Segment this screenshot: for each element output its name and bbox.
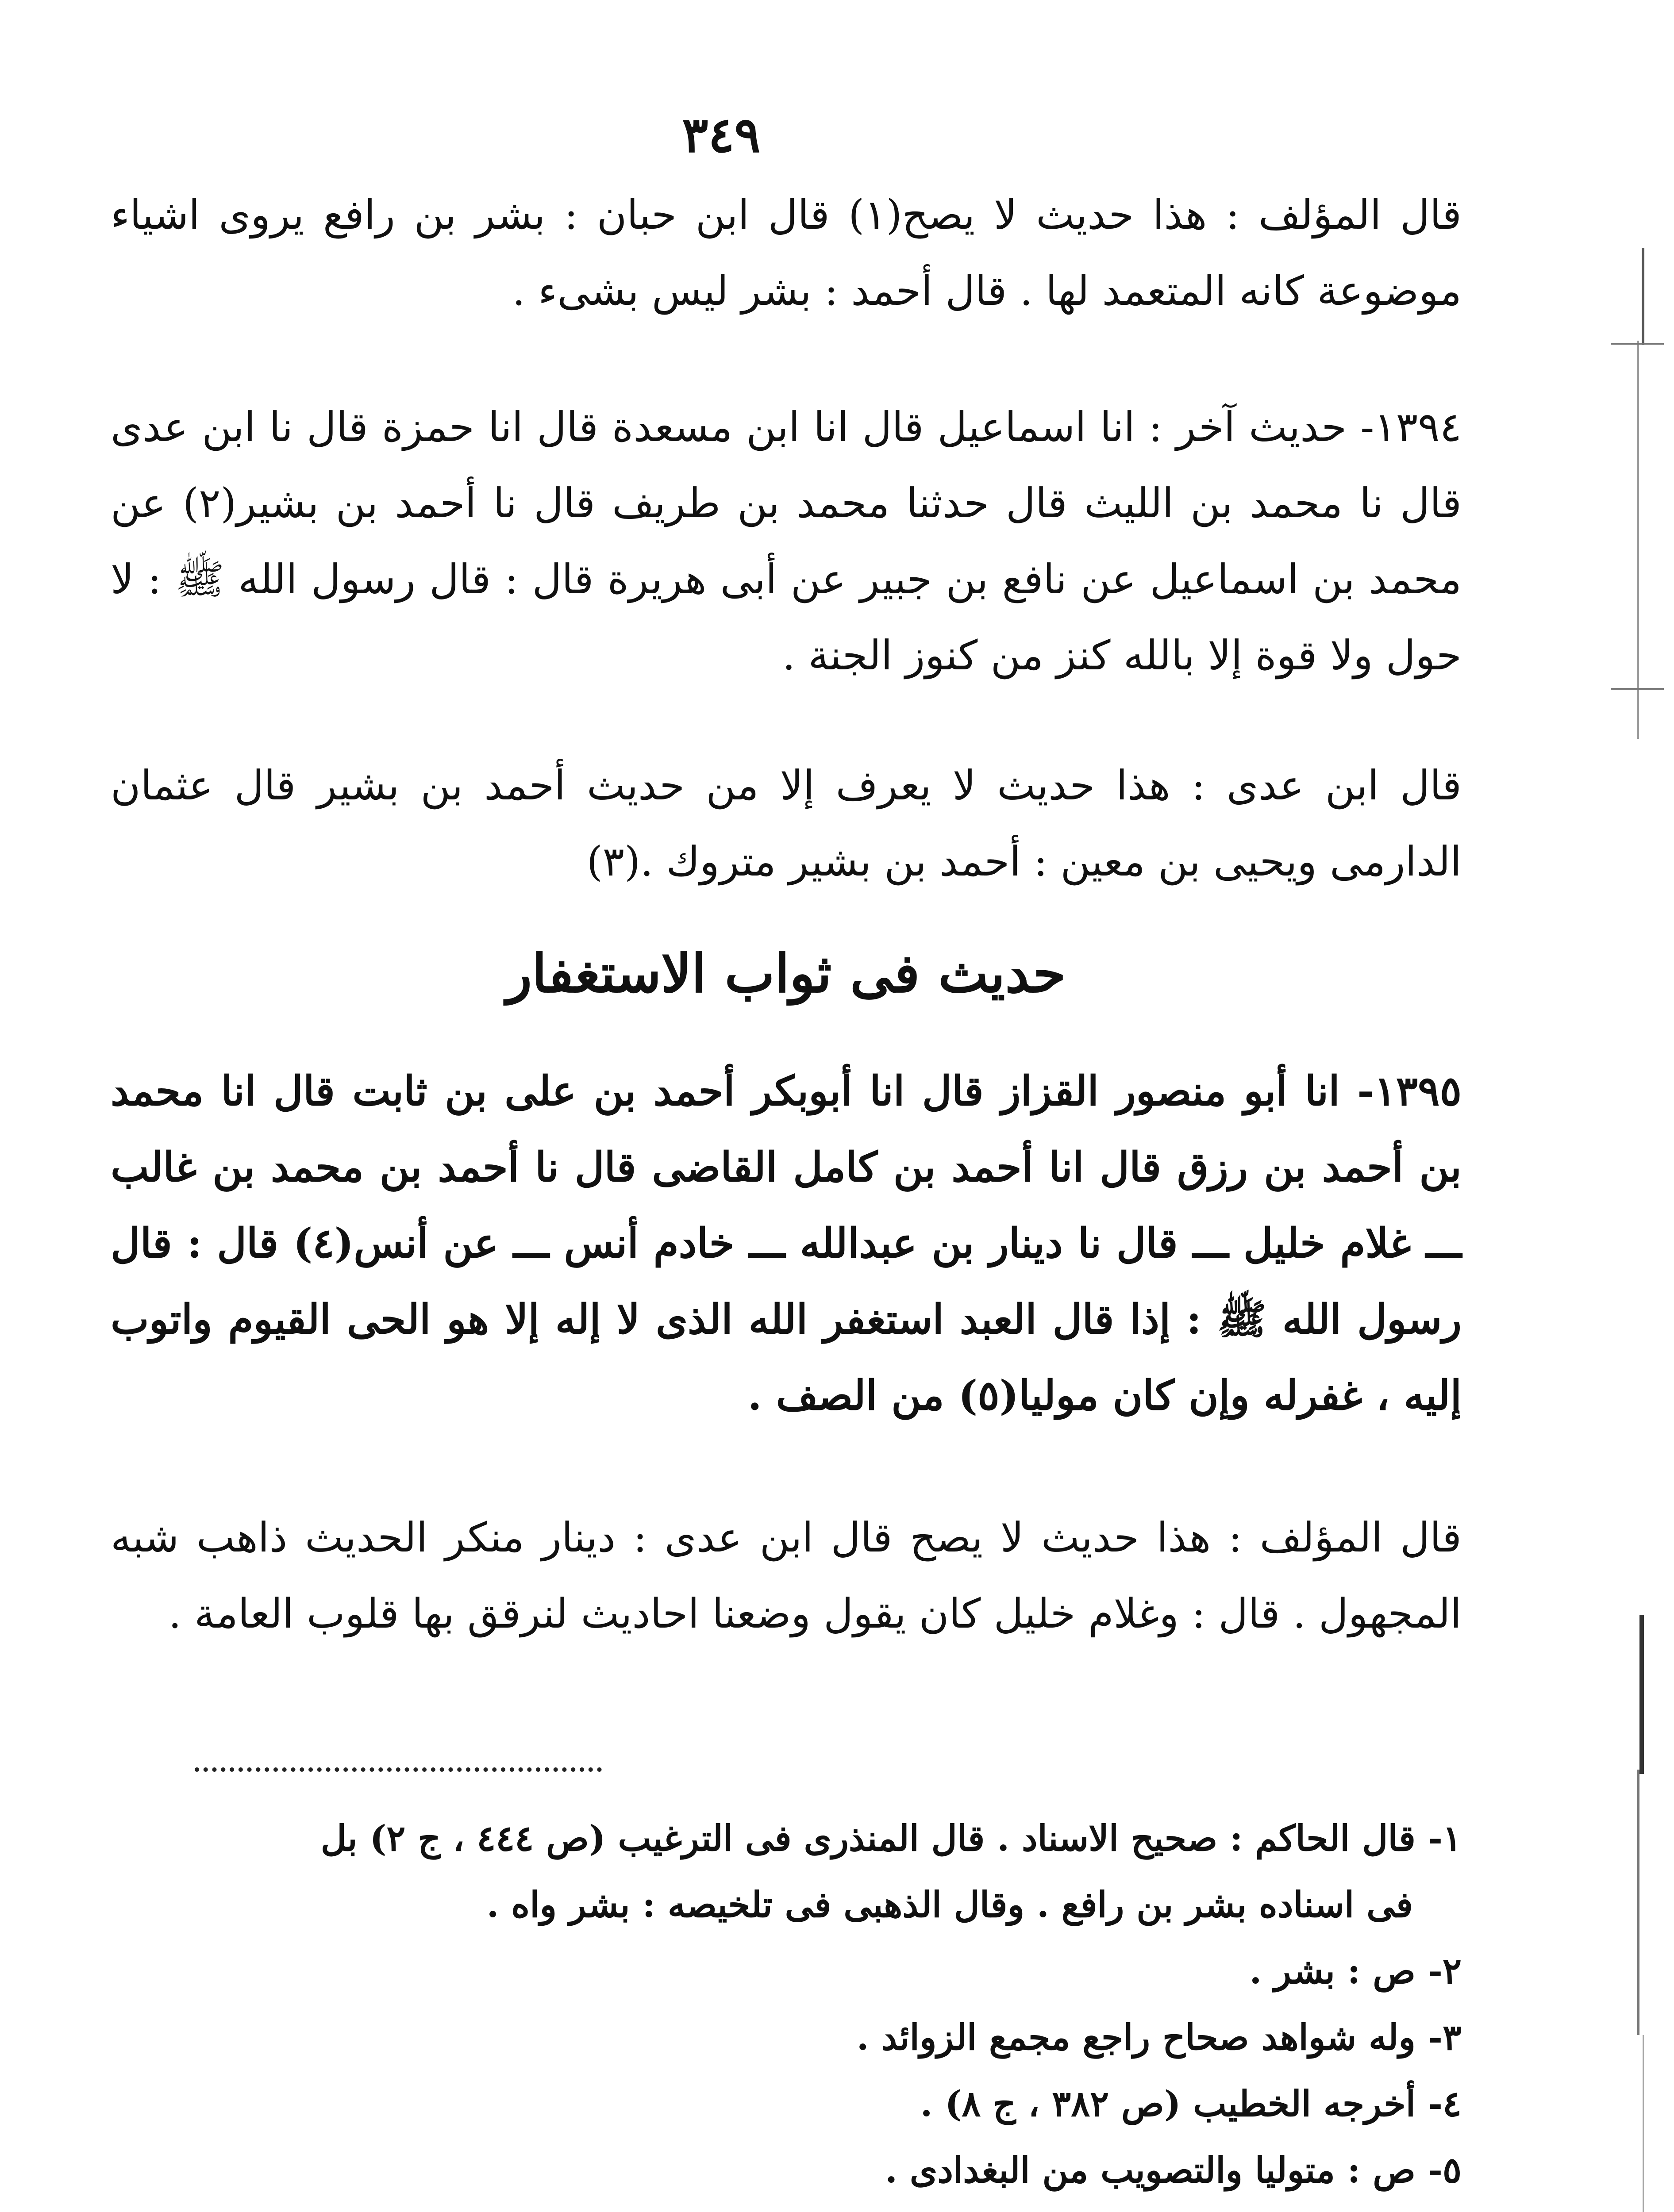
footnote-5: ٥- ص : متوليا والتصويب من البغدادى . <box>885 2149 1462 2191</box>
paragraph-hadith-1394 <box>111 389 1462 694</box>
paragraph-author-note-2 <box>111 1500 1462 1652</box>
paragraph-text: قال المؤلف : هذا حديث لا يصح(١) قال ابن حبان : بشر بن رافع يروى اشياء موضوعة كانه المتعمد لها . قال أحمد : بشر ليس بشىء . <box>111 191 1462 315</box>
paragraph-text: قال ابن عدى : هذا حديث لا يعرف إلا من حديث أحمد بن بشير قال عثمان الدارمى ويحيى بن معين : أحمد بن بشير متروك .(٣) <box>111 762 1462 885</box>
footnote-divider <box>195 1767 602 1772</box>
footnote-2: ٢- ص : بشر . <box>1249 1950 1462 1992</box>
footnote-4: ٤- أخرجه الخطيب (ص ٣٨٢ ، ج ٨) . <box>920 2083 1462 2124</box>
footnotes <box>146 1805 1462 2203</box>
footnote-1-continuation: فى اسناده بشر بن رافع . وقال الذهبى فى تلخيصه : بشر واه . <box>486 1884 1413 1925</box>
paragraph-text: قال المؤلف : هذا حديث لا يصح قال ابن عدى : دينار منكر الحديث ذاهب شبه المجهول . قال : وغلام خليل كان يقول وضعنا احاديث لنرقق بها قلوب العامة . <box>111 1514 1462 1637</box>
paragraph-hadith-1395 <box>111 1053 1462 1433</box>
scan-edge-line <box>1643 2035 1644 2212</box>
footnote-1: ١- قال الحاكم : صحيح الاسناد . قال المنذرى فى الترغيب (ص ٤٤٤ ، ج ٢) بل <box>320 1817 1462 1859</box>
footnote-3: ٣- وله شواهد صحاح راجع مجمع الزوائد . <box>856 2016 1462 2058</box>
scan-edge-line <box>1642 248 1644 345</box>
section-heading: حديث فى ثواب الاستغفار <box>506 942 1066 1005</box>
scan-edge-tick <box>1611 343 1664 345</box>
paragraph-ibn-adi-note <box>111 748 1462 900</box>
page-number: ٣٤٩ <box>682 106 761 163</box>
scan-edge-line <box>1637 1770 1639 2035</box>
paragraph-text: ١٣٩٤- حديث آخر : انا اسماعيل قال انا ابن مسعدة قال انا حمزة قال نا ابن عدى قال نا محمد بن الليث قال حدثنا محمد بن طريف قال نا أحمد بن بشير(٢) عن محمد بن اسماعيل عن نافع بن جبير عن أبى هريرة قال : قال رسول الله ﷺ : لا حول ولا قوة إلا بالله كنز من كنوز الجنة . <box>111 403 1462 679</box>
scan-edge-line <box>1639 1615 1644 1774</box>
scan-edge-line <box>1637 341 1639 739</box>
paragraph-author-note-1 <box>111 177 1462 329</box>
scan-edge-tick <box>1611 688 1664 690</box>
paragraph-text: ١٣٩٥- انا أبو منصور القزاز قال انا أبوبكر أحمد بن على بن ثابت قال انا محمد بن أحمد بن رزق قال انا أحمد بن كامل القاضى قال نا أحمد بن محمد بن غالب ـــ غلام خليل ـــ قال نا دينار بن عبدالله ـــ خادم أنس ـــ عن أنس(٤) قال : قال رسول الله ﷺ : إذا قال العبد استغفر الله الذى لا إله إلا هو الحى القيوم واتوب إليه ، غفرله وإن كان موليا(٥) من الصف . <box>111 1067 1462 1419</box>
